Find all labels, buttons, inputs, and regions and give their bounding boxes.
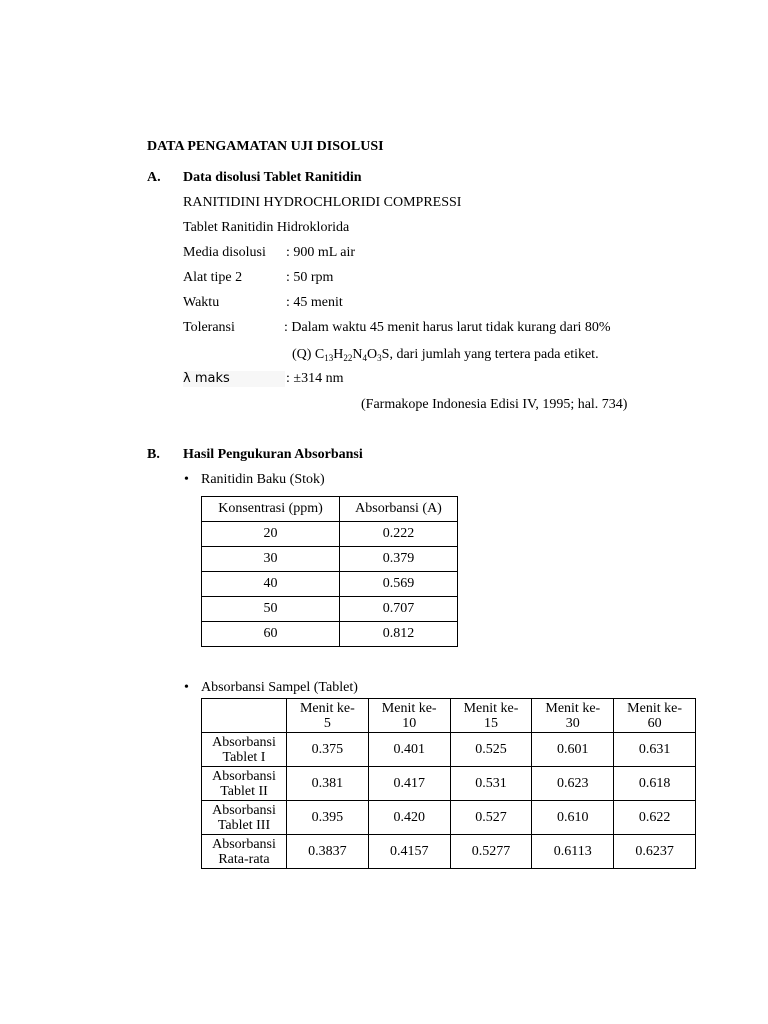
header-minute: 15	[483, 715, 498, 731]
header-minute: 5	[323, 715, 331, 731]
section-a-heading: Data disolusi Tablet Ranitidin	[183, 170, 362, 185]
table-header-row	[202, 497, 458, 522]
formula-n-sub: 4	[362, 353, 368, 363]
value-cell: 0.381	[287, 767, 369, 801]
table-row	[202, 835, 696, 869]
value-cell: 0.527	[450, 801, 532, 835]
media-label: Media disolusi	[183, 245, 266, 260]
table-row	[202, 547, 458, 572]
row-label	[202, 733, 287, 767]
concentration-cell: 60	[202, 622, 340, 647]
value-cell: 0.6113	[532, 835, 614, 869]
concentration-cell: 20	[202, 522, 340, 547]
table-row	[202, 522, 458, 547]
value-cell: 0.6237	[614, 835, 696, 869]
row-label-line: Absorbansi	[212, 768, 276, 784]
table-row	[202, 801, 696, 835]
formula-h: H	[333, 347, 344, 362]
header-absorbance: Absorbansi (A)	[340, 497, 458, 522]
formula-n: N	[352, 347, 363, 362]
value-cell: 0.618	[614, 767, 696, 801]
lambda-label: λ maks	[183, 371, 285, 387]
tolerance-label: Toleransi	[183, 320, 235, 335]
sample-absorbance-table	[201, 698, 696, 869]
header-label: Menit ke-	[627, 700, 682, 716]
media-value: : 900 mL air	[286, 245, 356, 260]
table-header-row	[202, 699, 696, 733]
tolerance-cont-prefix: (Q) C	[292, 347, 325, 362]
formula-o: O	[367, 347, 378, 362]
apparatus-label: Alat tipe 2	[183, 270, 243, 285]
value-cell: 0.395	[287, 801, 369, 835]
header-minute-30	[532, 699, 614, 733]
value-cell: 0.525	[450, 733, 532, 767]
apparatus-value: : 50 rpm	[286, 270, 334, 285]
header-label: Menit ke-	[545, 700, 601, 716]
time-label: Waktu	[183, 295, 220, 310]
value-cell: 0.3837	[287, 835, 369, 869]
row-label-line: Absorbansi	[212, 802, 276, 818]
value-cell: 0.375	[287, 733, 369, 767]
tolerance-value: : Dalam waktu 45 menit harus larut tidak kurang dari 80%	[284, 320, 611, 335]
absorbance-cell: 0.707	[340, 597, 458, 622]
table-row	[202, 733, 696, 767]
formula-h-sub: 22	[343, 353, 353, 363]
standard-subheading: Ranitidin Baku (Stok)	[201, 472, 325, 487]
drug-name: Tablet Ranitidin Hidroklorida	[183, 220, 350, 235]
monograph-name: RANITIDINI HYDROCHLORIDI COMPRESSI	[183, 195, 462, 210]
standard-absorbance-table	[201, 496, 458, 647]
value-cell: 0.610	[532, 801, 614, 835]
concentration-cell: 40	[202, 572, 340, 597]
value-cell: 0.4157	[368, 835, 450, 869]
value-cell: 0.623	[532, 767, 614, 801]
value-cell: 0.417	[368, 767, 450, 801]
value-cell: 0.420	[368, 801, 450, 835]
row-label-line: Tablet II	[220, 783, 268, 799]
absorbance-cell: 0.569	[340, 572, 458, 597]
section-b-heading: Hasil Pengukuran Absorbansi	[183, 447, 363, 462]
row-label	[202, 835, 287, 869]
lambda-value: : ±314 nm	[286, 371, 344, 386]
row-label-line: Absorbansi	[212, 836, 276, 852]
header-minute-10	[368, 699, 450, 733]
value-cell: 0.5277	[450, 835, 532, 869]
row-label-line: Absorbansi	[212, 734, 276, 750]
row-label	[202, 801, 287, 835]
row-label-line: Tablet I	[222, 749, 266, 765]
section-a-letter: A.	[147, 170, 161, 185]
time-value: : 45 menit	[286, 295, 343, 310]
header-minute: 10	[402, 715, 417, 731]
absorbance-cell: 0.812	[340, 622, 458, 647]
reference-citation: (Farmakope Indonesia Edisi IV, 1995; hal. 734)	[361, 397, 628, 412]
header-minute-5	[287, 699, 369, 733]
header-minute: 30	[565, 715, 580, 731]
value-cell: 0.622	[614, 801, 696, 835]
table-row	[202, 622, 458, 647]
section-b-letter: B.	[147, 447, 160, 462]
value-cell: 0.601	[532, 733, 614, 767]
header-empty-cell	[202, 699, 287, 733]
table-row	[202, 767, 696, 801]
value-cell: 0.531	[450, 767, 532, 801]
header-minute: 60	[647, 715, 662, 731]
concentration-cell: 30	[202, 547, 340, 572]
header-label: Menit ke-	[381, 700, 437, 716]
header-minute-15	[450, 699, 532, 733]
bullet-icon: •	[184, 680, 189, 695]
formula-c-sub: 13	[324, 353, 334, 363]
header-concentration: Konsentrasi (ppm)	[202, 497, 340, 522]
document-title: DATA PENGAMATAN UJI DISOLUSI	[147, 139, 384, 154]
concentration-cell: 50	[202, 597, 340, 622]
absorbance-cell: 0.222	[340, 522, 458, 547]
header-label: Menit ke-	[463, 700, 519, 716]
tolerance-cont-suffix: S, dari jumlah yang tertera pada etiket.	[381, 347, 599, 362]
value-cell: 0.631	[614, 733, 696, 767]
table-row	[202, 572, 458, 597]
header-label: Menit ke-	[299, 700, 355, 716]
tolerance-continuation	[292, 347, 599, 363]
row-label-line: Rata-rata	[218, 851, 270, 867]
absorbance-cell: 0.379	[340, 547, 458, 572]
table-row	[202, 597, 458, 622]
row-label	[202, 767, 287, 801]
row-label-line: Tablet III	[217, 817, 271, 833]
sample-subheading: Absorbansi Sampel (Tablet)	[201, 680, 358, 695]
bullet-icon: •	[184, 472, 189, 487]
formula-o-sub: 3	[377, 353, 382, 363]
value-cell: 0.401	[368, 733, 450, 767]
header-minute-60	[614, 699, 696, 733]
